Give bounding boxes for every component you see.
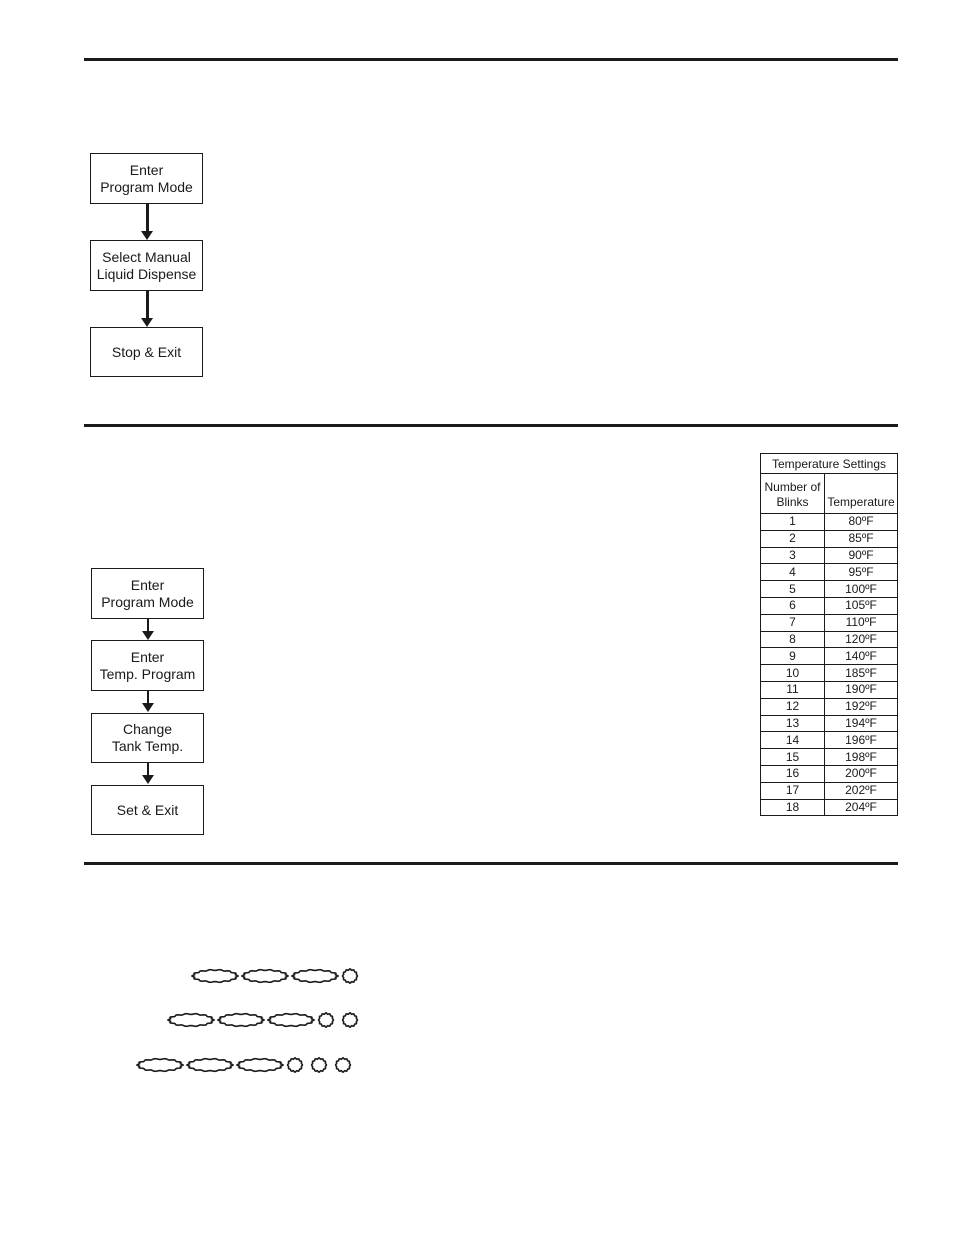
long-blink-icon [187,1059,233,1072]
long-blink-icon [137,1059,183,1072]
temperature-cell: 198ºF [825,749,898,766]
temperature-cell: 194ºF [825,715,898,732]
column-header-temperature: Temperature [825,474,898,514]
table-row [761,581,898,598]
table-row [761,698,898,715]
table-row [761,732,898,749]
table-row [761,648,898,665]
blink-count-cell: 6 [761,597,825,614]
blink-count-cell: 3 [761,547,825,564]
temperature-cell: 196ºF [825,732,898,749]
short-blink-icon [319,1013,334,1027]
blink-pattern-row [191,967,359,985]
blink-count-cell: 16 [761,765,825,782]
table-row [761,631,898,648]
temperature-cell: 105ºF [825,597,898,614]
long-blink-icon [292,970,338,983]
short-blink-icon [312,1058,327,1072]
table-row [761,749,898,766]
short-blink-icon [343,969,358,983]
table-row [761,530,898,547]
long-blink-icon [168,1014,214,1027]
blink-count-cell: 7 [761,614,825,631]
blink-count-cell: 2 [761,530,825,547]
blink-count-cell: 15 [761,749,825,766]
long-blink-icon [242,970,288,983]
table-row [761,799,898,816]
temperature-cell: 100ºF [825,581,898,598]
long-blink-icon [268,1014,314,1027]
temperature-cell: 192ºF [825,698,898,715]
column-header-blinks: Number of Blinks [761,474,825,514]
long-blink-icon [192,970,238,983]
blink-count-cell: 9 [761,648,825,665]
blink-count-cell: 5 [761,581,825,598]
blink-pattern-row [136,1056,352,1074]
flow-step-enter-program-mode: Enter Program Mode [90,153,203,204]
table-row [761,681,898,698]
flow-step-stop-exit: Stop & Exit [90,327,203,377]
blink-count-cell: 1 [761,514,825,531]
blink-count-cell: 8 [761,631,825,648]
table-row [761,715,898,732]
table-title: Temperature Settings [761,454,898,474]
short-blink-icon [343,1013,358,1027]
table-row [761,547,898,564]
table-row [761,514,898,531]
blink-count-cell: 14 [761,732,825,749]
table-row [761,765,898,782]
blink-count-cell: 17 [761,782,825,799]
table-row [761,564,898,581]
temperature-cell: 140ºF [825,648,898,665]
temperature-cell: 200ºF [825,765,898,782]
short-blink-icon [336,1058,351,1072]
blink-count-cell: 13 [761,715,825,732]
blink-count-cell: 11 [761,681,825,698]
temperature-cell: 80ºF [825,514,898,531]
flow-step-change-tank-temp: Change Tank Temp. [91,713,204,763]
section-divider-middle [84,424,898,427]
flow-step-select-manual-liquid-dispense: Select Manual Liquid Dispense [90,240,203,291]
flow-step-enter-temp-program: Enter Temp. Program [91,640,204,691]
section-divider-top [84,58,898,61]
blink-pattern-row [167,1011,359,1029]
flow-step-enter-program-mode: Enter Program Mode [91,568,204,619]
blink-count-cell: 10 [761,665,825,682]
temperature-cell: 110ºF [825,614,898,631]
flow-step-set-exit: Set & Exit [91,785,204,835]
section-divider-bottom [84,862,898,865]
table-row [761,782,898,799]
long-blink-icon [237,1059,283,1072]
temperature-cell: 95ºF [825,564,898,581]
temperature-cell: 85ºF [825,530,898,547]
blink-count-cell: 18 [761,799,825,816]
short-blink-icon [288,1058,303,1072]
temperature-cell: 120ºF [825,631,898,648]
temperature-cell: 185ºF [825,665,898,682]
blink-count-cell: 12 [761,698,825,715]
long-blink-icon [218,1014,264,1027]
temperature-cell: 190ºF [825,681,898,698]
table-row [761,614,898,631]
table-row [761,597,898,614]
temperature-settings-table [760,453,898,816]
table-row [761,665,898,682]
temperature-cell: 204ºF [825,799,898,816]
temperature-cell: 202ºF [825,782,898,799]
temperature-cell: 90ºF [825,547,898,564]
blink-count-cell: 4 [761,564,825,581]
